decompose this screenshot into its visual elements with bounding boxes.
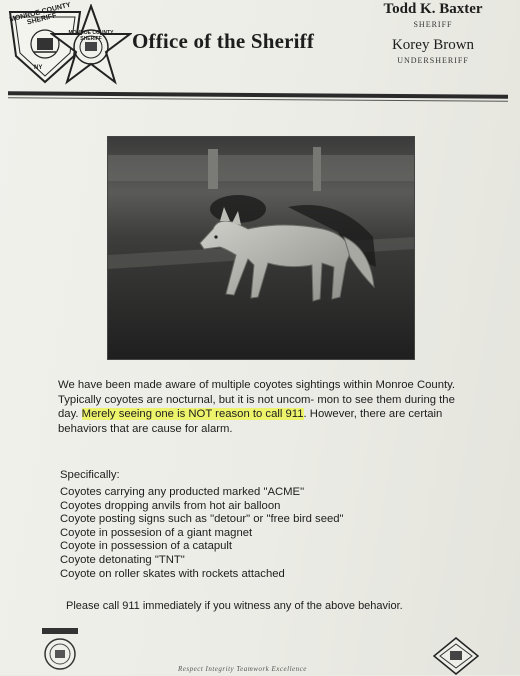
list-heading: Specifically: [60, 469, 120, 481]
undersheriff-role: UNDERSHERIFF [397, 56, 469, 65]
sheriff-star-logo [50, 4, 132, 88]
badge-ring-text: MONROE COUNTY SHERIFF [8, 1, 72, 27]
sheriff-name: Todd K. Baxter [383, 1, 483, 17]
list-item: Coyote detonating "TNT" [60, 553, 185, 566]
list-item: Coyote in possesion of a giant magnet [60, 526, 253, 539]
intro-paragraph [58, 378, 463, 436]
badge-state-label: NY [34, 65, 43, 71]
coyote-photo-image [108, 137, 414, 359]
undersheriff-name: Korey Brown [391, 37, 475, 53]
office-title: Office of the Sheriff [132, 29, 315, 53]
list-item: Coyote posting signs such as "detour" or "free bird seed" [60, 513, 344, 526]
list-item: Coyote in possession of a catapult [60, 540, 233, 553]
list-item: Coyotes dropping anvils from hot air balloon [60, 499, 281, 512]
highlighted-text: Merely seeing one is NOT reason to call 911 [81, 408, 304, 421]
list-item: Coyote on roller skates with rockets attached [60, 567, 285, 580]
coyote-photo [108, 137, 414, 359]
behavior-list [60, 486, 344, 581]
intro-text: We have been made aware of multiple coyotes sightings within Monroe County. Typically coyotes are nocturnal, but it is not uncom- mon to see them during the day. [58, 379, 456, 421]
footer-seal-left-icon [40, 624, 80, 674]
star-ring-text: MONROE COUNTY SHERIFF [68, 30, 114, 42]
list-item: Coyotes carrying any producted marked "ACME" [60, 486, 305, 498]
closing-instruction: Please call 911 immediately if you witness any of the above behavior. [66, 600, 403, 612]
footer-seal-right-icon [430, 636, 482, 676]
officials-block [368, 0, 498, 65]
intro-text-end: . However, there are certain behaviors that are cause for alarm. [58, 408, 443, 435]
sheriff-role: SHERIFF [413, 20, 453, 29]
footer-motto: Respect Integrity Teamwork Excellence [178, 665, 307, 673]
